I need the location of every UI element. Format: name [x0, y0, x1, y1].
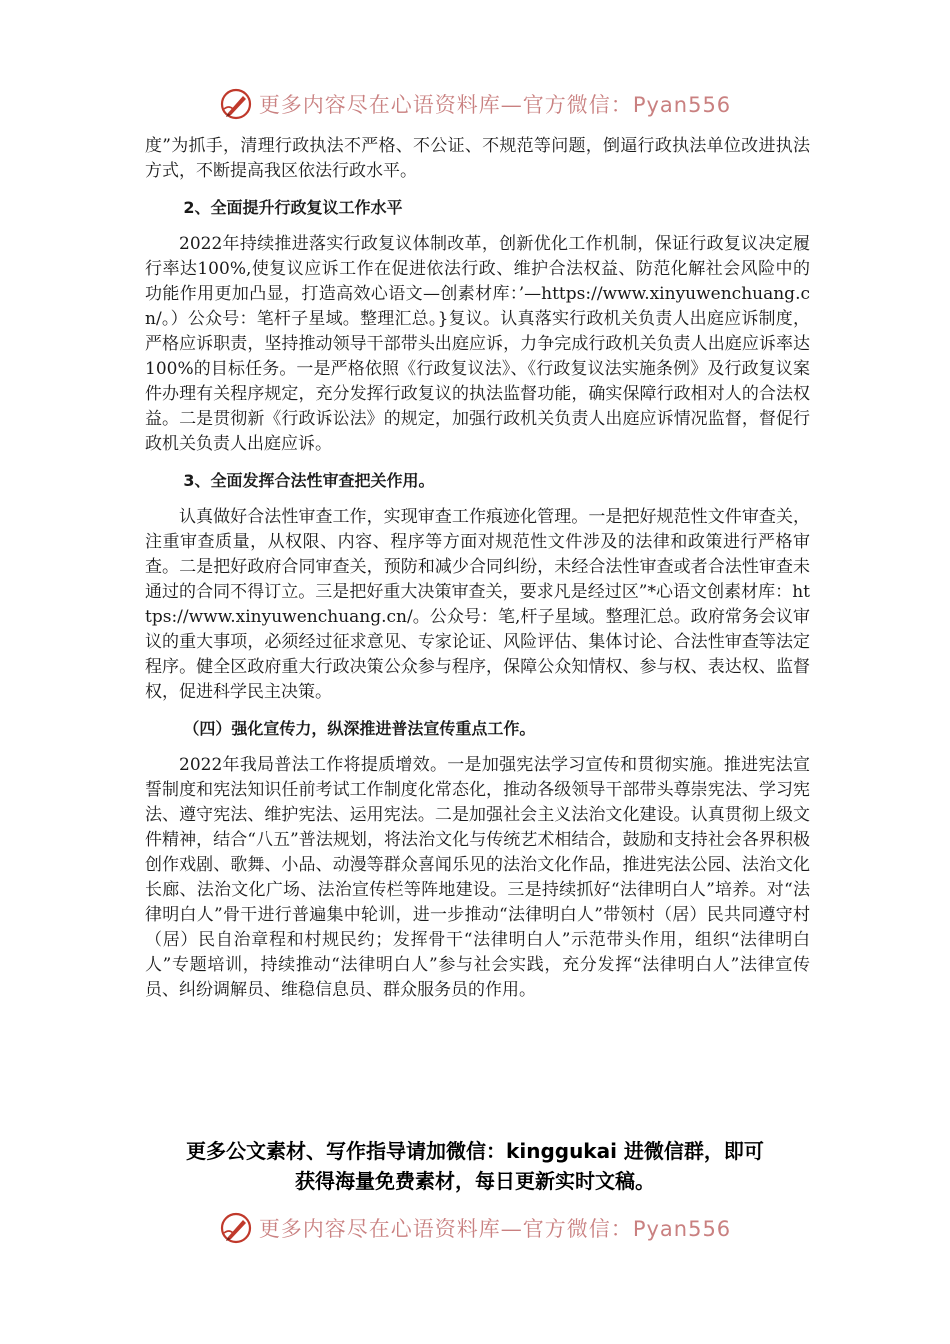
header-banner-inner — [219, 87, 731, 121]
promo-line-2: 获得海量免费素材，每日更新实时文稿。 — [295, 1169, 655, 1193]
footer-banner-text: 更多内容尽在心语资料库—官方微信： — [258, 1217, 633, 1241]
document-body — [145, 134, 810, 1015]
section-heading-2: 2、全面提升行政复议工作水平 — [183, 198, 403, 217]
promo-block — [110, 1136, 840, 1196]
section-heading-3: 3、全面发挥合法性审查把关作用。 — [183, 471, 435, 490]
pen-logo-icon — [219, 87, 253, 121]
footer-banner-inner — [219, 1211, 731, 1245]
footer-banner-label — [259, 1213, 731, 1243]
section-heading-4: （四）强化宣传力，纵深推进普法宣传重点工作。 — [183, 719, 536, 738]
paragraph-3: 认真做好合法性审查工作，实现审查工作痕迹化管理。一是把好规范性文件审查关，注重审查质量，从权限、内容、程序等方面对规范性文件涉及的法律和政策进行严格审查。二是把好政府合同审查关，预防和减少合同纠纷，未经合法性审查或者合法性审查未通过的合同不得订立。三是把好重大决策审查关，要求凡是经过区”*心语文创素材库：https://www.xinyuwenchuang.cn/。公众号：笔,杆子星域。整理汇总。政府常务会议审议的重大事项，必须经过征求意见、专家论证、风险评估、集体讨论、合法性审查等法定程序。健全区政府重大行政决策公众参与程序，保障公众知情权、参与权、表达权、监督权，促进科学民主决策。 — [145, 507, 810, 702]
paragraph-2: 2022年持续推进落实行政复议体制改革，创新优化工作机制，保证行政复议决定履行率达100%,使复议应诉工作在促进依法行政、维护合法权益、防范化解社会风险中的功能作用更加凸显，打造高效心语文—创素材库：’—https://www.xinyuwenchuang.cn/。）公众号：笔杆子星域。整理汇总。}复议。认真落实行政机关负责人出庭应诉制度，严格应诉职责，坚持推动领导干部带头出庭应诉，力争完成行政机关负责人出庭应诉率达100%的目标任务。一是严格依照《行政复议法》、《行政复议法实施条例》及行政复议案件办理有关程序规定，充分发挥行政复议的执法监督功能，确实保障行政相对人的合法权益。二是贯彻新《行政诉讼法》的规定，加强行政机关负责人出庭应诉情况监督，督促行政机关负责人出庭应诉。 — [145, 234, 810, 454]
header-banner-id: Pyan556 — [632, 93, 732, 117]
paragraph-1: 度”为抓手，清理行政执法不严格、不公证、不规范等问题，倒逼行政执法单位改进执法方式，不断提高我区依法行政水平。 — [145, 136, 810, 181]
footer-banner-id: Pyan556 — [632, 1217, 732, 1241]
footer-banner — [0, 1206, 950, 1250]
pen-logo-icon — [219, 1211, 253, 1245]
paragraph-4: 2022年我局普法工作将提质增效。一是加强宪法学习宣传和贯彻实施。推进宪法宣誓制度和宪法知识任前考试工作制度化常态化，推动各级领导干部带头尊崇宪法、学习宪法、遵守宪法、维护宪法、运用宪法。二是加强社会主义法治文化建设。认真贯彻上级文件精神，结合“八五”普法规划，将法治文化与传统艺术相结合，鼓励和支持社会各界积极创作戏剧、歌舞、小品、动漫等群众喜闻乐见的法治文化作品，推进宪法公园、法治文化长廊、法治文化广场、法治宣传栏等阵地建设。三是持续抓好“法律明白人”培养。对“法律明白人”骨干进行普遍集中轮训，进一步推动“法律明白人”带领村（居）民共同遵守村（居）民自治章程和村规民约；发挥骨干“法律明白人”示范带头作用，组织“法律明白人”专题培训，持续推动“法律明白人”参与社会实践，充分发挥“法律明白人”法律宣传员、纠纷调解员、维稳信息员、群众服务员的作用。 — [145, 755, 810, 1000]
promo-line-1: 更多公文素材、写作指导请加微信：kinggukai 进微信群，即可 — [186, 1139, 764, 1163]
header-banner-label — [259, 89, 731, 119]
header-banner-text: 更多内容尽在心语资料库—官方微信： — [258, 93, 633, 117]
header-banner — [0, 82, 950, 126]
